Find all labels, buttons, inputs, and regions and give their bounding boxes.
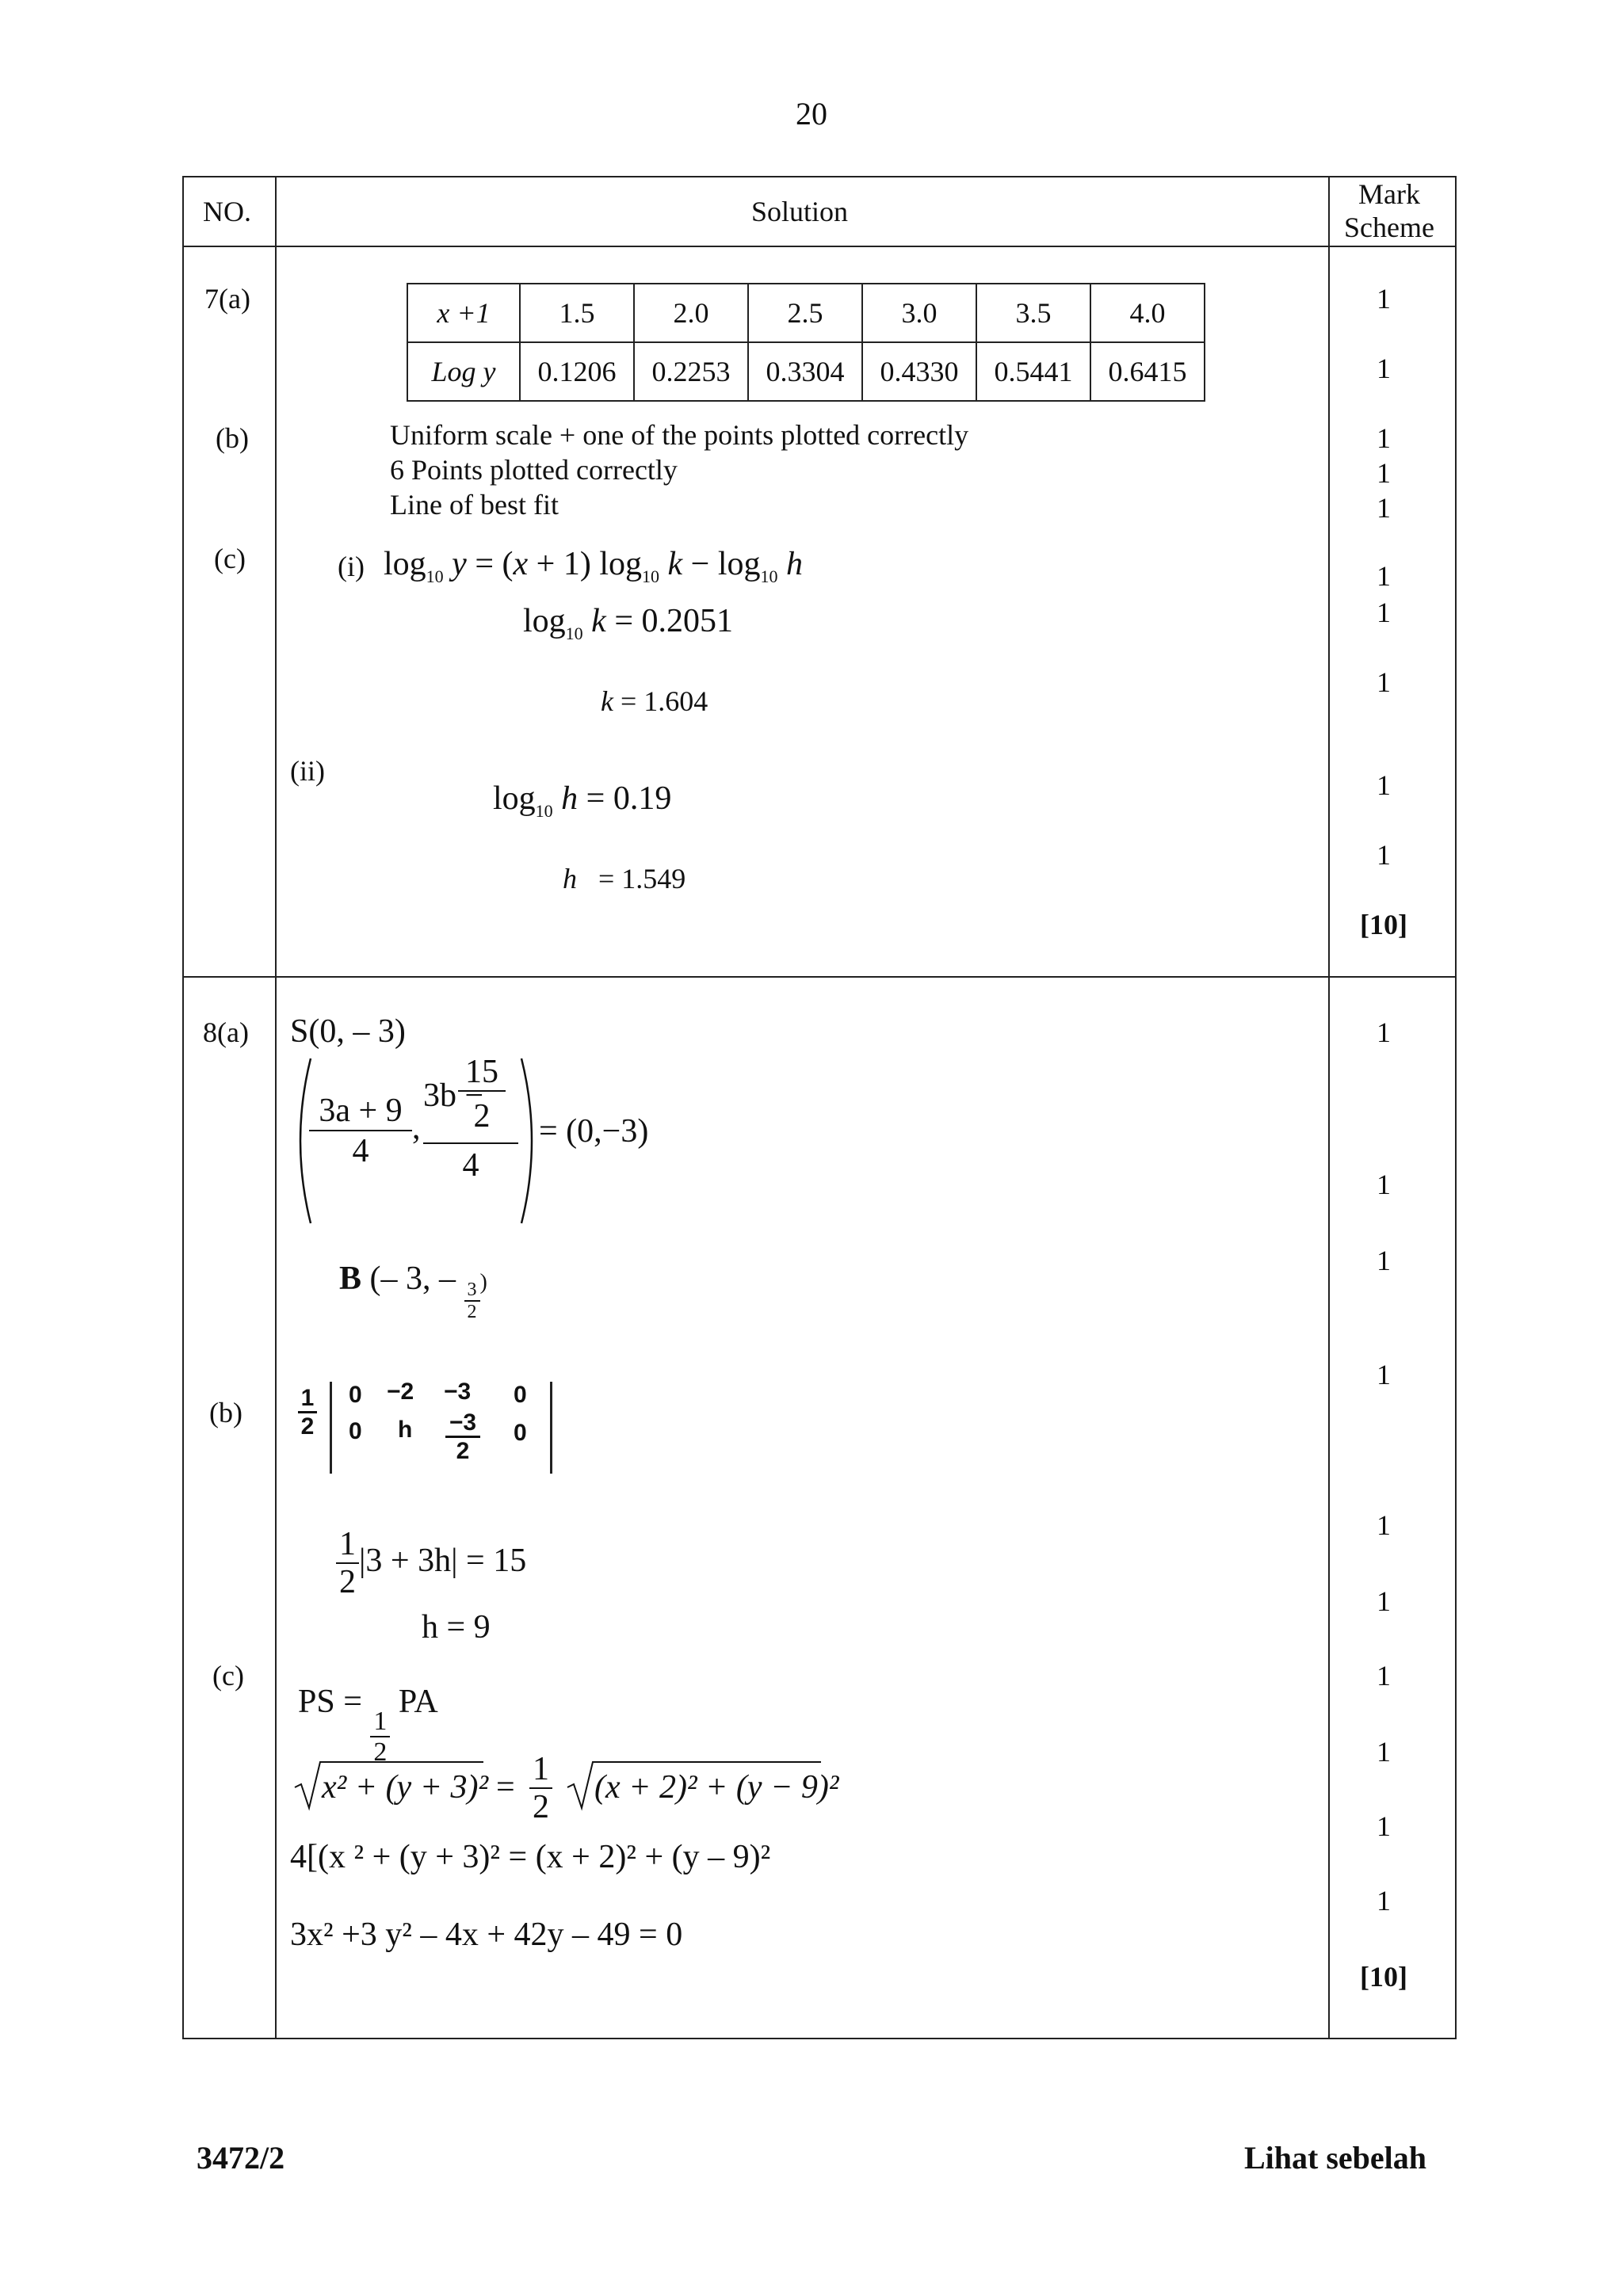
q8-expand-eq: 4[(x ² + (y + 3)² = (x + 2)² + (y – 9)² <box>290 1839 771 1875</box>
q8-mark: 1 <box>1377 1660 1391 1691</box>
q7-table-cell: 3.0 <box>862 284 976 342</box>
header-mark-line1: Mark <box>1358 178 1420 210</box>
q7-data-table <box>407 283 1205 402</box>
det-cell: h <box>398 1417 413 1443</box>
q7-table-cell: 0.4330 <box>862 342 976 401</box>
q7-table-cell: 2.0 <box>634 284 748 342</box>
q8-mark: 1 <box>1377 1169 1391 1200</box>
q8-label-a: 8(a) <box>203 1016 249 1048</box>
q7-table-row-logy <box>407 342 1205 401</box>
q8-b-point: B (– 3, – $\frac{3}{2}$ ) <box>339 1261 487 1323</box>
q7-c-i-equation: $\log_{10} y = (x + 1)$ $\log_{10} k - \log_{10} h$ <box>384 546 804 586</box>
q7-table-label-x: x +1 <box>407 284 520 342</box>
q7-table-cell: 0.1206 <box>520 342 634 401</box>
q8-b-frac: $\frac{3}{2}$ <box>464 1280 480 1323</box>
q7-c-i-logk: $\log_{10} k = 0.2051$ <box>523 603 734 643</box>
q7-mark: 1 <box>1377 422 1391 454</box>
q8-mark: 1 <box>1377 1016 1391 1048</box>
q7-b-line-1: Uniform scale + one of the points plotted correctly <box>390 419 969 451</box>
q7-mark: 1 <box>1377 492 1391 524</box>
footer-turn-over: Lihat sebelah <box>1243 2140 1426 2176</box>
q8-mark: 1 <box>1377 1245 1391 1276</box>
q7-table-cell: 2.5 <box>748 284 862 342</box>
q8-mark: 1 <box>1377 1509 1391 1541</box>
q8-total: [10] <box>1360 1961 1407 1993</box>
q7-mark: 1 <box>1377 666 1391 698</box>
q8-mark: 1 <box>1377 1359 1391 1390</box>
q8-mid-frac1: 3a + 9 4 <box>309 1092 412 1172</box>
q7-label-c: (c) <box>214 543 246 574</box>
q7-mark: 1 <box>1377 769 1391 801</box>
q8-ps-frac: $\frac{1}{2}$ <box>370 1707 390 1768</box>
q8-mid-frac2: 15 2 3b − 4 <box>423 1054 518 1188</box>
q7-c-ii-logh: $\log_{10} h = 0.19$ <box>493 780 672 821</box>
q7-c-ii-label: (ii) <box>290 755 325 787</box>
q7-table-cell: 1.5 <box>520 284 634 342</box>
q7-label-a: 7(a) <box>204 283 250 315</box>
q8-sqrt-right: (x + 2)² + (y − 9)² <box>594 1769 839 1806</box>
q8-mark: 1 <box>1377 1885 1391 1917</box>
det-cell: 0 <box>349 1418 362 1444</box>
q7-c-i-label: (i) <box>338 551 365 582</box>
q8-det-half: 1 2 <box>298 1385 317 1440</box>
header-solution: Solution <box>751 196 849 227</box>
q8-label-c: (c) <box>212 1660 244 1691</box>
q8-determinant <box>298 1379 559 1474</box>
q8-mark: 1 <box>1377 1810 1391 1842</box>
footer-code: 3472/2 <box>197 2140 285 2176</box>
q7-mark: 1 <box>1377 839 1391 871</box>
q8-area-frac: $\frac{1}{2}$ <box>336 1526 359 1600</box>
q7-table-row-x <box>407 284 1205 342</box>
q7-b-line-2: 6 Points plotted correctly <box>390 454 678 486</box>
q8-label-b: (b) <box>209 1397 242 1428</box>
det-cell: 0 <box>514 1420 527 1446</box>
q7-c-ii-h-value: h = 1.549 <box>563 863 686 894</box>
q7-mark: 1 <box>1377 457 1391 489</box>
q7-table-label-logy: Log y <box>407 342 520 401</box>
q8-area-eq: $\frac{1}{2}$ |3 + 3h| = 15 <box>336 1526 526 1600</box>
q7-mark: 1 <box>1377 283 1391 315</box>
q8-ps-eq: PS = $\frac{1}{2}$ PA <box>298 1684 438 1768</box>
q7-table-cell: 0.6415 <box>1090 342 1205 401</box>
header-mark-line2: Scheme <box>1344 212 1434 243</box>
q8-h-value: h = 9 <box>422 1609 491 1646</box>
q7-table-cell: 0.2253 <box>634 342 748 401</box>
q7-table-cell: 3.5 <box>976 284 1090 342</box>
q8-mark: 1 <box>1377 1585 1391 1617</box>
q8-final-eq: 3x² +3 y² – 4x + 42y – 49 = 0 <box>290 1917 683 1953</box>
q8-mid-rhs: = (0,−3) <box>539 1113 649 1150</box>
det-cell: −3 <box>444 1379 472 1405</box>
q8-sqrt-frac: $\frac{1}{2}$ <box>529 1751 552 1825</box>
page-number: 20 <box>796 96 827 132</box>
header-no: NO. <box>203 196 251 227</box>
q8-mark: 1 <box>1377 1736 1391 1768</box>
q7-table-cell: 4.0 <box>1090 284 1205 342</box>
det-cell: −2 <box>387 1379 414 1405</box>
q7-c-i-k-value: k = 1.604 <box>601 685 708 717</box>
q7-label-b: (b) <box>216 422 249 454</box>
q7-table-cell: 0.5441 <box>976 342 1090 401</box>
q7-mark: 1 <box>1377 353 1391 384</box>
q7-b-line-3: Line of best fit <box>390 489 559 521</box>
q8-sqrt-eq <box>293 1751 839 1840</box>
det-cell: 0 <box>349 1382 362 1408</box>
q7-mark: 1 <box>1377 597 1391 628</box>
q8-sqrt-left: x² + (y + 3)² <box>322 1769 489 1806</box>
det-cell: 0 <box>514 1382 527 1408</box>
q8-midpoint-expression <box>293 1054 539 1228</box>
q8-sqrt-equals: = <box>496 1769 515 1806</box>
q8-s-point: S(0, – 3) <box>290 1013 406 1050</box>
det-frac: −3 2 <box>445 1410 480 1464</box>
q7-mark: 1 <box>1377 560 1391 592</box>
q7-total: [10] <box>1360 909 1407 940</box>
q7-table-cell: 0.3304 <box>748 342 862 401</box>
q8-mid-comma: , <box>412 1110 421 1146</box>
